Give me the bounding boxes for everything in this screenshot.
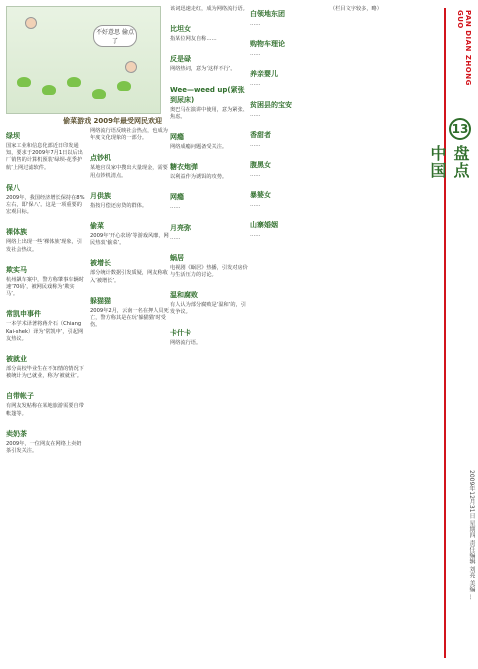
article-heading: 卖奶茶 (6, 429, 27, 438)
game-illustration (6, 6, 161, 114)
article-heading: 点钞机 (90, 154, 111, 163)
spacer (6, 300, 86, 306)
plant-icon (67, 77, 81, 87)
spacer (170, 153, 250, 159)
article-paragraph: 有网友发帖称在某地旅游需要自带帐篷等。 (6, 403, 84, 417)
article-heading: 暴婆女 (250, 191, 271, 200)
article-heading: 自带帐子 (6, 392, 34, 401)
text-column-1 (6, 128, 86, 668)
column-items (170, 6, 250, 355)
article-paragraph: 该词迅速走红，成为网络流行语。 (170, 6, 248, 12)
spacer (6, 345, 86, 351)
spacer (90, 287, 170, 293)
text-column-3 (170, 6, 250, 666)
article-heading: 网瘾 (170, 193, 184, 202)
article-paragraph: 有人认为部分腐败是‘温和’的，引发争议。 (170, 302, 246, 316)
article-paragraph: 国家工业和信息化部近日印发通知，要求于2009年7月1日以后出厂销售的计算机预装‘绿坝-花季护航’上网过滤软件。 (6, 143, 83, 171)
article-paragraph: （栏目文字较多，略） (330, 6, 382, 12)
spacer (170, 15, 250, 21)
spacer (170, 123, 250, 129)
page-number: 13 (449, 118, 471, 140)
text-column-2 (90, 128, 170, 668)
article-paragraph: 网络热词，意为‘这样不行’。 (170, 66, 236, 73)
spacer (170, 319, 250, 325)
article-paragraph: …… (170, 204, 181, 211)
spacer (90, 144, 170, 150)
article-heading: 比坦女 (170, 25, 191, 34)
section-title: 盘点中国 (428, 145, 470, 179)
article-paragraph: 一本学术译著将蒋介石（Chiang Kai-shek）译为‘常凯申’，引起网友热议。 (6, 321, 84, 342)
article-paragraph: …… (250, 81, 261, 88)
article-heading: 蜗居 (170, 253, 184, 262)
article-paragraph: 指按月偿还房贷的群体。 (90, 202, 148, 209)
article-heading: 山寨婚姻 (250, 221, 278, 230)
article-heading: 香甜者 (250, 130, 271, 139)
article-paragraph: 杭州飙车案中，警方称肇事车辆时速‘70码’，被网民戏称为‘欺实马’。 (6, 276, 84, 298)
spacer (330, 15, 435, 21)
article-paragraph: 2009年，一位网友在网络上卖奶茶引发关注。 (6, 440, 82, 455)
spacer (6, 457, 86, 463)
text-column-5 (330, 6, 435, 666)
article-paragraph: 部分统计数据引发质疑，网友称收入‘被增长’。 (90, 270, 168, 284)
article-paragraph: 奥巴马在演讲中使用，意为紧张、焦虑。 (170, 106, 248, 120)
spacer (90, 182, 170, 188)
article-paragraph: 指某位网友自称…… (170, 36, 217, 43)
article-heading: Wee—weed up(紧张到尿床) (170, 85, 245, 104)
spacer (90, 212, 170, 218)
article-heading: 购物车理论 (250, 40, 285, 49)
article-paragraph: 2009年‘开心农场’等游戏风靡，网民热衷‘偷菜’。 (90, 233, 169, 247)
spacer (6, 256, 86, 262)
article-heading: 被就业 (6, 355, 27, 364)
article-paragraph: 以利益作为诱饵的攻势。 (170, 174, 228, 181)
plant-icon (17, 77, 31, 87)
article-paragraph: 网络成瘾问题备受关注。 (170, 144, 228, 151)
article-paragraph: …… (170, 234, 181, 241)
article-heading: 常凯申事件 (6, 310, 41, 319)
article-heading: 月供族 (90, 191, 111, 200)
article-paragraph: 某地官员家中搜出大量现金，需要用点钞机清点。 (90, 165, 168, 179)
section-pinyin: PAN DIAN ZHONG GUO (456, 10, 472, 86)
article-heading: 欺实马 (6, 265, 27, 274)
article-heading: 腹黑女 (250, 161, 271, 170)
spacer (250, 91, 330, 97)
article-heading: 网瘾 (170, 133, 184, 142)
spacer (170, 281, 250, 287)
plant-icon (42, 85, 56, 95)
article-paragraph: 2009年2月，云南一名在押人员死亡，警方称其是在玩‘躲猫猫’时受伤。 (90, 307, 169, 329)
spacer (6, 218, 86, 224)
spacer (250, 242, 330, 248)
article-paragraph: …… (250, 21, 261, 27)
article-heading: 温和腐败 (170, 291, 198, 300)
article-heading: 反是碌 (170, 55, 191, 64)
sidebar-rule (444, 8, 446, 658)
article-paragraph: 电视剧《蜗居》热播，引发对房价与生活压力的讨论。 (170, 264, 248, 279)
article-paragraph: …… (250, 111, 261, 118)
article-paragraph: 网络流行语。 (170, 339, 202, 346)
article-heading: 偷菜 (90, 222, 104, 231)
article-paragraph: 2009年，我国经济增长保持在8%左右，即‘保八’。这是一项重要的宏观目标。 (6, 194, 85, 216)
issue-footer: 2009年12月31日 星期四 责任编辑 刘亮 美编 ... (468, 470, 475, 600)
spacer (250, 121, 330, 127)
article-heading: 躲猫猫 (90, 296, 111, 305)
spacer (250, 181, 330, 187)
article-paragraph: 部分高校毕业生在不知情的情况下被统计为已就业，称为‘被就业’。 (6, 366, 84, 380)
spacer (170, 76, 250, 82)
spacer (170, 349, 250, 355)
spacer (6, 174, 86, 180)
article-paragraph: …… (250, 141, 261, 148)
article-paragraph: 网络上出现一些‘裸体族’现象，引发社会热议。 (6, 239, 82, 253)
article-heading: 白领地东团 (250, 10, 285, 18)
article-heading: 贫困县的宝安 (250, 100, 292, 109)
cartoon-head-icon (25, 17, 37, 29)
article-paragraph: 网络流行语反映社会热点，也成为年度文化现象的一部分。 (90, 128, 168, 142)
plant-icon (117, 81, 131, 91)
spacer (250, 151, 330, 157)
article-paragraph: …… (250, 172, 261, 179)
spacer (170, 244, 250, 250)
spacer (170, 214, 250, 220)
right-sidebar (428, 0, 478, 669)
plant-icon (92, 89, 106, 99)
spacer (170, 183, 250, 189)
spacer (6, 420, 86, 426)
spacer (6, 382, 86, 388)
text-column-4 (250, 6, 330, 666)
article-heading: 裸体族 (6, 228, 27, 237)
spacer (250, 211, 330, 217)
article-heading: 养亲婴儿 (250, 70, 278, 79)
spacer (250, 30, 330, 36)
article-paragraph: …… (250, 202, 261, 209)
article-heading: 糖衣炮弹 (170, 163, 198, 172)
spacer (90, 249, 170, 255)
column-items (6, 131, 86, 463)
article-heading: 月亮弥 (170, 223, 191, 232)
spacer (170, 45, 250, 51)
column-items (90, 128, 170, 337)
article-heading: 保八 (6, 183, 20, 192)
article-paragraph: …… (250, 51, 261, 58)
article-heading: 绿坝 (6, 132, 20, 140)
article-paragraph: …… (250, 232, 261, 239)
cartoon-head-icon (125, 61, 137, 73)
spacer (90, 331, 170, 337)
spacer (250, 60, 330, 66)
photo-caption: 偷菜游戏 2009年最受网民欢迎 (63, 117, 162, 125)
column-items (330, 6, 435, 21)
column-items (250, 9, 330, 248)
article-heading: 卡什卡 (170, 328, 191, 337)
speech-bubble: 不好意思 偷点了 (93, 25, 137, 47)
article-heading: 被增长 (90, 259, 111, 268)
